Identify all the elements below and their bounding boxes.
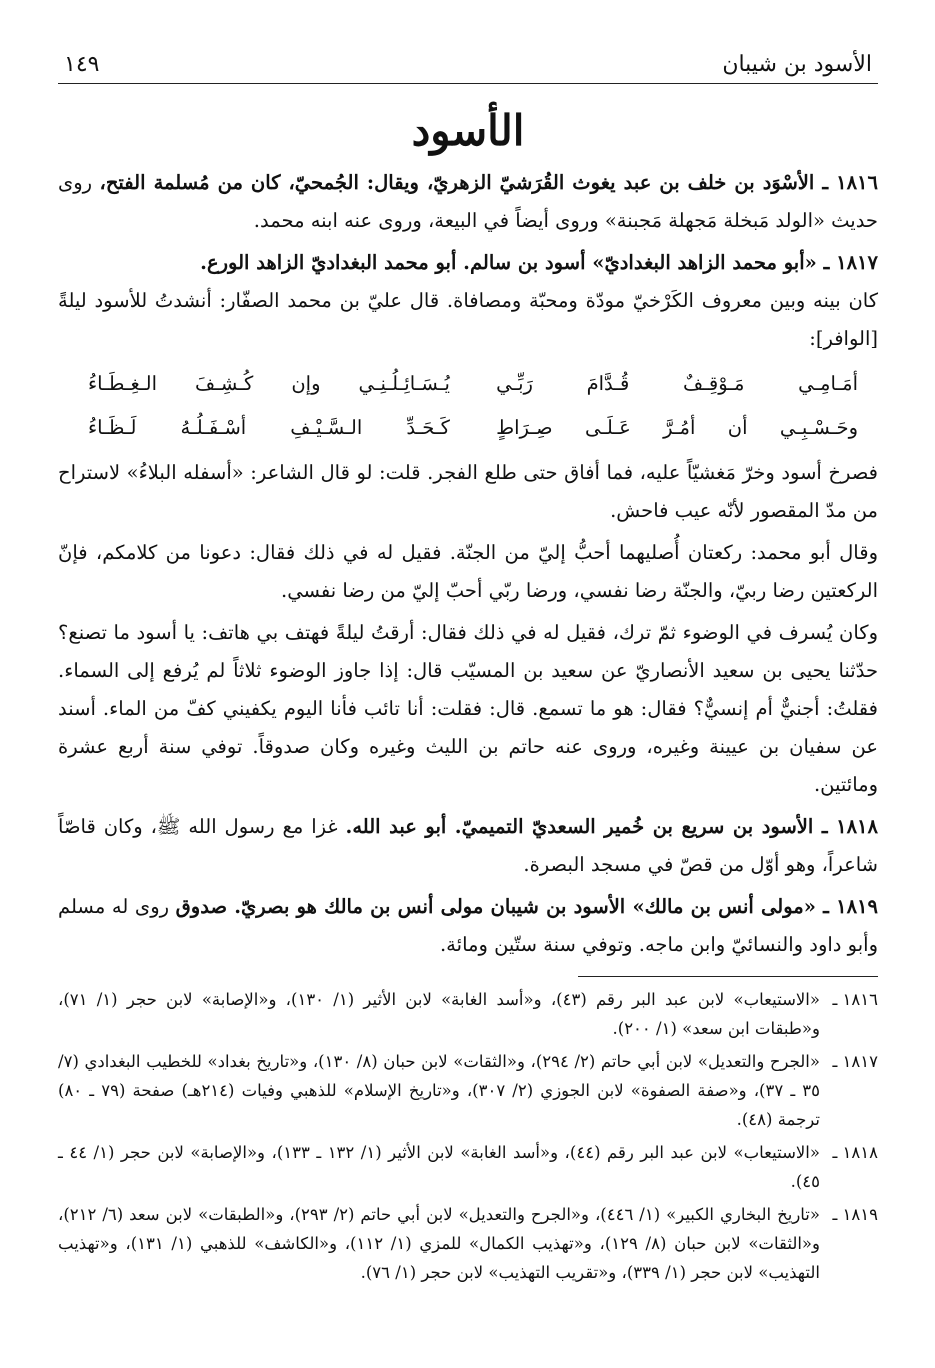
entry-1818 (58, 808, 878, 884)
footnote-separator (578, 976, 878, 977)
entry-body: روى حديث «الولد مَبخلة مَجهلة مَجبنة» وروى أيضاً في البيعة، وروى عنه ابنه محمد. (58, 171, 878, 232)
footnote-number: ١٨١٦ ـ (832, 990, 878, 1009)
footnote (58, 1200, 878, 1287)
poem-verse (58, 362, 878, 406)
footnote (58, 1047, 878, 1134)
paragraph-text: فصرخ أسود وخرّ مَغشيّاً عليه، فما أفاق حتى طلع الفجر. قلت: لو قال الشاعر: «أسفله البلاءُ» لاستراح من مدّ المقصور لأنّه عيب فاحش. (58, 461, 878, 522)
entry-heading: ١٨١٧ ـ «أبو محمد الزاهد البغداديّ» أسود بن سالم. أبو محمد البغداديّ الزاهد الورع. (200, 251, 878, 274)
footnote-number: ١٨١٧ ـ (832, 1052, 878, 1071)
entry-heading: ١٨١٩ ـ «مولى أنس بن مالك» الأسود بن شيبان مولى أنس بن مالك هو بصريّ. صدوق (175, 895, 878, 918)
paragraph (58, 534, 878, 610)
footnote-text: «تاريخ البخاري الكبير» (١/ ٤٤٦)، و«الجرح والتعديل» لابن أبي حاتم (٢/ ٢٩٣)، و«الطبقات» لابن سعد (٦/ ٢١٢)، و«الثقات» لابن حبان (٨/ ١٢٩)، و«تهذيب الكمال» للمزي (١/ ١١٢)، و«الكاشف» للذهبي (١/ ١٣١)، و«تهذيب التهذيب» لابن حجر (١/ ٣٣٩)، و«تقريب التهذيب» لابن حجر (١/ ٧٦). (58, 1205, 820, 1282)
poem-verse (58, 406, 878, 450)
entry-body: غزا مع رسول الله ﷺ، وكان قاصّاً شاعراً، وهو أوّل من قصّ في مسجد البصرة. (58, 815, 878, 876)
running-title: الأسود بن شيبان (722, 52, 872, 77)
footnote (58, 1138, 878, 1196)
footnote (58, 985, 878, 1043)
entry-1819 (58, 888, 878, 964)
running-header (58, 40, 878, 84)
section-title: الأسود (411, 106, 525, 155)
entry-body: روى له مسلم وأبو داود والنسائيّ وابن ماجه. وتوفي سنة ستّين ومائة. (58, 895, 878, 956)
verse-second-hemistich: كَـحَـدِّ الـسَّـيْـفِ أسْـفَـلُـهُ لَـظَـاءُ (88, 416, 450, 439)
footnote-number: ١٨١٨ ـ (832, 1143, 878, 1162)
paragraph (58, 454, 878, 530)
main-text (58, 164, 878, 964)
page-number: ١٤٩ (64, 52, 100, 77)
footnote-number: ١٨١٩ ـ (832, 1205, 878, 1224)
entry-1816 (58, 164, 878, 240)
footnotes (58, 985, 878, 1287)
paragraph (58, 614, 878, 804)
footnote-text: «الجرح والتعديل» لابن أبي حاتم (٢/ ٢٩٤)، و«الثقات» لابن حبان (٨/ ١٣٠)، و«تاريخ بغداد» للخطيب البغدادي (٧/ ٣٥ ـ ٣٧)، و«صفة الصفوة» لابن الجوزي (٢/ ٣٠٧)، و«تاريخ الإسلام» للذهبي وفيات (٢١٤هـ) صفحة (٧٩ ـ ٨٠) ترجمة (٤٨). (58, 1052, 821, 1129)
entry-body: كان بينه وبين معروف الكَرْخيّ مودّة ومحبّة ومصافاة. قال عليّ بن محمد الصفّار: أنشدتُ للأسود ليلةً [الوافر]: (58, 289, 878, 350)
book-page (58, 40, 878, 1340)
paragraph-text: وكان يُسرف في الوضوء ثمّ ترك، فقيل له في ذلك فقال: أرقتُ ليلةً فهتف بي هاتف: يا أسود ما تصنع؟ حدّثنا يحيى بن سعيد الأنصاريّ عن سعيد بن المسيّب قال: إذا جاوز الوضوء ثلاثاً لم يُرفع إلى السماء. فقلتُ: أجنيٌّ أم إنسيٌّ؟ فقال: هو ما تسمع. قال: فقلت: أنا تائب فأنا اليوم يكفيني كفّ من الماء. أسند عن سفيان بن عيينة وغيره، وروى عنه حاتم بن الليث وغيره وكان صدوقاً. توفي سنة أربع عشرة ومائتين. (58, 621, 878, 796)
poem (58, 362, 878, 450)
verse-first-hemistich: وحَـسْـبِـي أن أمُـرَّ عَـلَـى صِـرَاطٍ (496, 416, 858, 439)
verse-second-hemistich: يُـسَـائِـلُـنِـي وإن كُـشِـفَ الـغِـطَـاءُ (88, 372, 450, 395)
footnote-text: «الاستيعاب» لابن عبد البر رقم (٤٣)، و«أسد الغابة» لابن الأثير (١/ ١٣٠)، و«الإصابة» لابن حجر (١/ ٧١)، و«طبقات ابن سعد» (١/ ٢٠٠). (58, 990, 820, 1038)
entry-heading: ١٨١٨ ـ الأسود بن سريع بن خُمير السعديّ التميميّ. أبو عبد الله. (345, 815, 878, 838)
paragraph-text: وقال أبو محمد: ركعتان أُصليهما أحبُّ إليّ من الجنّة. فقيل له في ذلك فقال: دعونا من كلامكم، فإنّ الركعتين رضا ربيّ، والجنّة رضا نفسي، ورضا ربّي أحبّ إليّ من رضا نفسي. (58, 541, 878, 602)
footnote-text: «الاستيعاب» لابن عبد البر رقم (٤٤)، و«أسد الغابة» لابن الأثير (١/ ١٣٢ ـ ١٣٣)، و«الإصابة» لابن حجر (١/ ٤٤ ـ ٤٥). (58, 1143, 820, 1191)
entry-heading: ١٨١٦ ـ الأسْوَد بن خلف بن عبد يغوث القُرَشيّ الزهريّ، ويقال: الجُمحيّ، كان من مُسلمة الفتح، (99, 171, 879, 194)
entry-1817 (58, 244, 878, 358)
verse-first-hemistich: أمَـامِـي مَـوْقِـفٌ قُـدَّامَ رَبِّـي (496, 372, 858, 395)
